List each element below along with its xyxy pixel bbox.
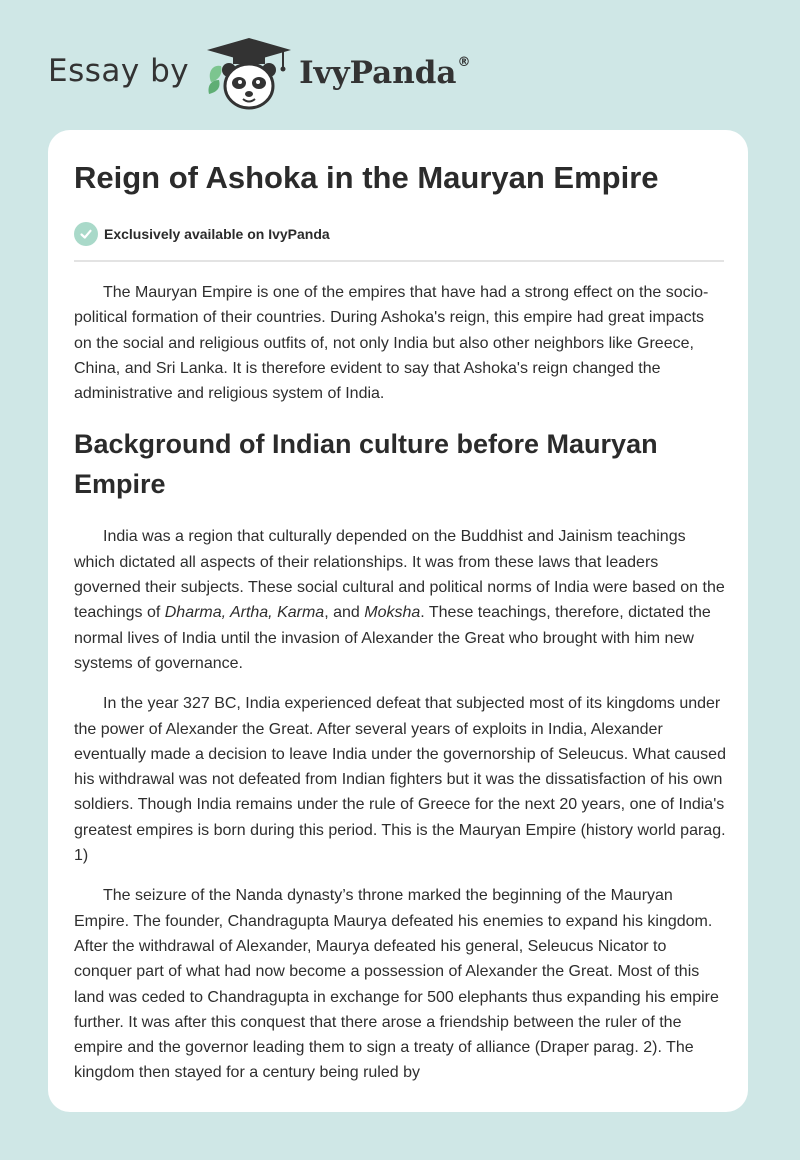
brand-name[interactable]: IvyPanda® xyxy=(299,55,471,91)
divider xyxy=(74,260,724,262)
panda-graduate-icon[interactable] xyxy=(203,36,295,112)
article-body xyxy=(74,280,726,1101)
check-circle-icon xyxy=(74,222,98,246)
emphasis-dharma-artha-karma: Dharma, Artha, Karma xyxy=(164,604,325,622)
paragraph-3: The seizure of the Nanda dynasty’s throne marked the beginning of the Mauryan Empire. The founder, Chandragupta Maurya defeated his enemies to expand his kingdom. After the withdrawal of Alexander, Maurya defeated his general, Seleucus Nicator to conquer part of what had now become a possession of Alexander the Great. Most of this land was ceded to Chandragupta in exchange for 500 elephants thus expanding his empire further. It was after this conquest that there arose a friendship between the ruler of the empire and the governor leading them to sign a treaty of alliance (Draper parag. 2). The kingdom then stayed for a century being ruled by xyxy=(74,887,719,1082)
badge-text: Exclusively available on IvyPanda xyxy=(104,226,330,242)
registered-mark: ® xyxy=(457,55,471,70)
paragraph-1: India was a region that culturally depended on the Buddhist and Jainism teachings which dictated all aspects of their relationships. It was from these laws that leaders governed their subjects. These social cultural and political norms of India were based on the teachings of Dharma, Artha, Karma, and Moksha. These teachings, therefore, dictated the normal lives of India until the invasion of Alexander the Great who brought with him new systems of governance. xyxy=(74,528,725,672)
brand-prefix: Essay by xyxy=(48,53,190,89)
section-heading: Background of Indian culture before Mauryan Empire xyxy=(74,429,658,500)
page-title: Reign of Ashoka in the Mauryan Empire xyxy=(74,160,659,195)
article-card xyxy=(48,130,748,1112)
intro-paragraph: The Mauryan Empire is one of the empires that have had a strong effect on the socio-political formation of their countries. During Ashoka's reign, this empire had great impacts on the social and religious outfits of, not only India but also other neighbors like Greece, China, and Sri Lanka. It is therefore evident to say that Ashoka's reign changed the administrative and religious system of India. xyxy=(74,284,709,403)
site-header xyxy=(48,34,471,114)
exclusive-badge xyxy=(74,222,330,246)
paragraph-2: In the year 327 BC, India experienced defeat that subjected most of its kingdoms under the power of Alexander the Great. After several years of exploits in India, Alexander eventually made a decision to leave India under the governorship of Seleucus. What caused his withdrawal was not defeated from Indian fighters but it was the dissatisfaction of his own soldiers. Though India remains under the rule of Greece for the next 20 years, one of India's greatest empires is born during this period. This is the Mauryan Empire (history world parag. 1) xyxy=(74,695,726,865)
emphasis-moksha: Moksha xyxy=(364,604,421,622)
